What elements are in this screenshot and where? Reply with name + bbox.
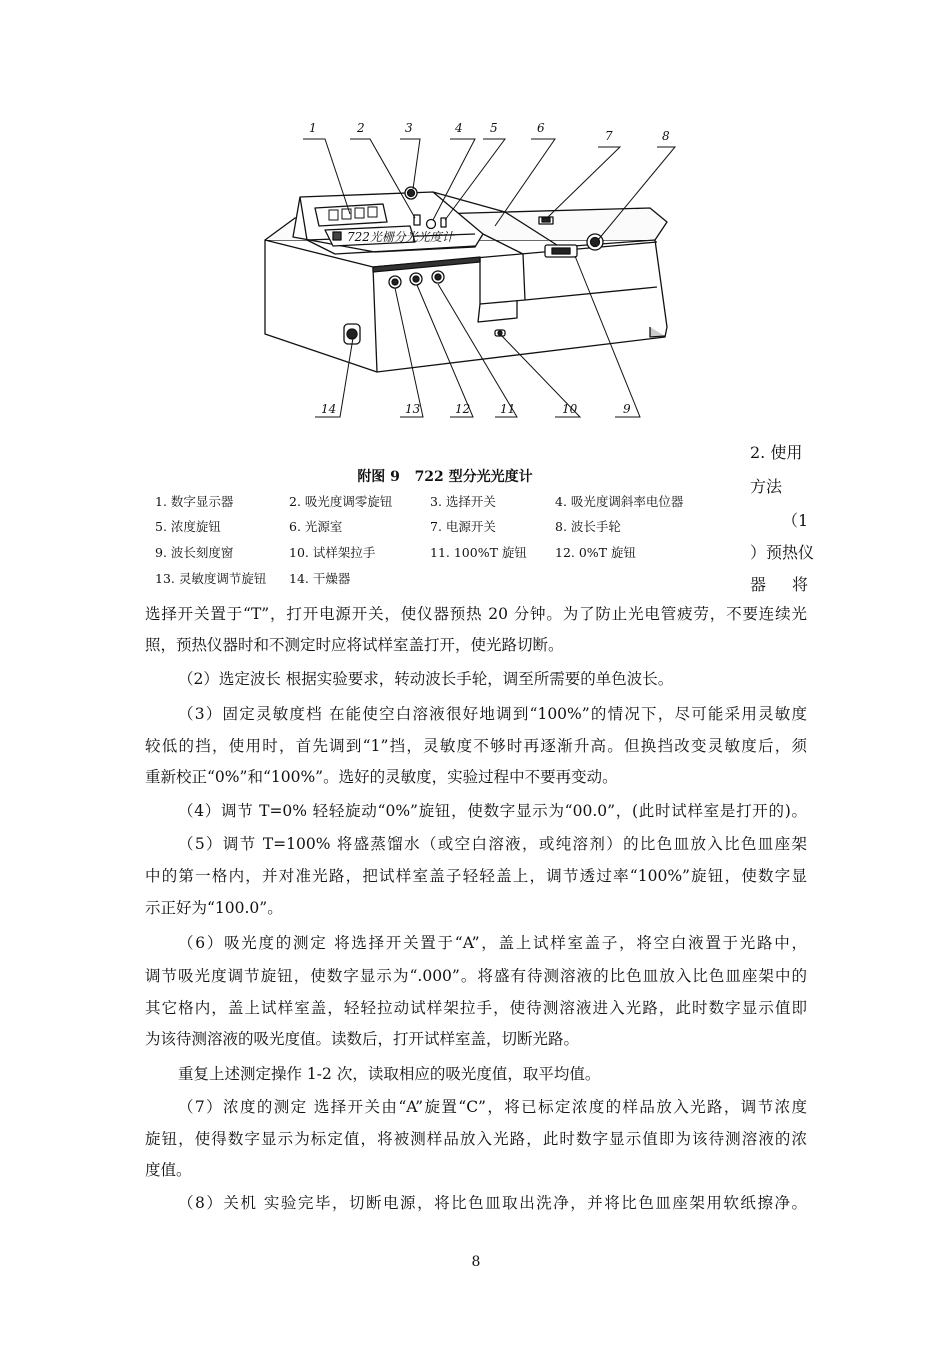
body-line: （4）调节 T=0% 轻轻旋动“0%”旋钮，使数字显示为“00.0”，(此时试样室是打开的)。	[178, 802, 807, 820]
body-line: 中的第一格内，并对准光路，把试样室盖子轻轻盖上，调节透过率“100%”旋钮，使数字显	[145, 867, 807, 885]
section-heading-cont: 方法	[750, 477, 783, 496]
legend-item: 14. 干燥器	[289, 571, 351, 586]
body-line: 重复上述测定操作 1-2 次，读取相应的吸光度值，取平均值。	[178, 1065, 601, 1083]
section-heading: 2. 使用	[750, 443, 803, 462]
legend-item: 1. 数字显示器	[155, 494, 234, 509]
callout-1: 1	[309, 122, 317, 135]
side-text: ）预热仪	[750, 543, 815, 562]
callout-9: 9	[623, 402, 631, 416]
body-line: （6）吸光度的测定 将选择开关置于“A”，盖上试样室盖子，将空白液置于光路中，	[178, 934, 807, 952]
legend-item: 8. 波长手轮	[555, 519, 621, 534]
callout-14: 14	[321, 402, 337, 416]
body-line: （7）浓度的测定 选择开关由“A”旋置“C”，将已标定浓度的样品放入光路，调节浓度	[178, 1098, 807, 1116]
callout-12: 12	[455, 402, 471, 416]
body-line: （8）关机 实验完毕，切断电源，将比色皿取出洗净，并将比色皿座架用软纸擦净。	[178, 1194, 807, 1212]
caption-prefix: 附图 9	[357, 469, 400, 485]
legend-item: 12. 0%T 旋钮	[555, 545, 636, 560]
callout-6: 6	[537, 122, 545, 135]
legend-item: 7. 电源开关	[430, 519, 496, 534]
instrument-drawing	[255, 122, 695, 427]
legend-item: 10. 试样架拉手	[289, 545, 376, 560]
body-line: 度值。	[145, 1161, 192, 1179]
legend-item: 5. 浓度旋钮	[155, 519, 221, 534]
body-line: 照，预热仪器时和不测定时应将试样室盖打开，使光路切断。	[145, 636, 564, 654]
callout-13: 13	[405, 402, 421, 416]
body-line: （5）调节 T=100% 将盛蒸馏水（或空白溶液，或纯溶剂）的比色皿放入比色皿座架	[178, 835, 807, 853]
callout-5: 5	[490, 122, 498, 135]
body-line: （2）选定波长 根据实验要求，转动波长手轮，调至所需要的单色波长。	[178, 670, 674, 688]
legend-item: 3. 选择开关	[430, 494, 496, 509]
panel-label: 722光栅分光光度计	[347, 230, 454, 244]
callout-8: 8	[662, 129, 670, 143]
callout-11: 11	[500, 402, 516, 416]
caption-title: 722 型分光光度计	[414, 469, 533, 485]
side-text: 器 将	[750, 575, 808, 594]
body-line: 为该待测溶液的吸光度值。读数后，打开试样室盖，切断光路。	[145, 1030, 580, 1048]
callout-7: 7	[605, 129, 613, 143]
callout-3: 3	[405, 122, 413, 135]
body-line: 旋钮，使得数字显示为标定值，将被测样品放入光路，此时数字显示值即为该待测溶液的浓	[145, 1130, 807, 1148]
callout-4: 4	[455, 122, 463, 135]
side-text: （1	[782, 511, 809, 530]
body-line: 选择开关置于“T”，打开电源开关，使仪器预热 20 分钟。为了防止光电管疲劳，不要连续光	[145, 605, 807, 623]
callout-2: 2	[357, 122, 365, 135]
body-line: 示正好为“100.0”。	[145, 899, 283, 917]
body-line: 调节吸光度调节旋钮，使数字显示为“.000”。将盛有待测溶液的比色皿放入比色皿座架中的	[145, 967, 807, 985]
spectrophotometer-diagram	[255, 122, 695, 427]
legend-item: 4. 吸光度调斜率电位器	[555, 494, 684, 509]
legend-item: 6. 光源室	[289, 519, 343, 534]
legend-item: 2. 吸光度调零旋钮	[289, 494, 393, 509]
legend-item: 9. 波长刻度窗	[155, 545, 234, 560]
body-line: 其它格内，盖上试样室盖，轻轻拉动试样架拉手，使待测溶液进入光路，此时数字显示值即	[145, 999, 807, 1017]
legend-item: 13. 灵敏度调节旋钮	[155, 571, 267, 586]
legend-item: 11. 100%T 旋钮	[430, 545, 527, 560]
figure-caption	[150, 466, 740, 486]
callout-10: 10	[562, 402, 578, 416]
body-line: 重新校正“0%”和“100%”。选好的灵敏度，实验过程中不要再变动。	[145, 768, 618, 786]
page-number: 8	[471, 1254, 481, 1270]
body-line: （3）固定灵敏度档 在能使空白溶液很好地调到“100%”的情况下，尽可能采用灵敏度	[178, 705, 807, 723]
body-line: 较低的挡，使用时，首先调到“1”挡，灵敏度不够时再逐渐升高。但换挡改变灵敏度后，须	[145, 737, 807, 755]
